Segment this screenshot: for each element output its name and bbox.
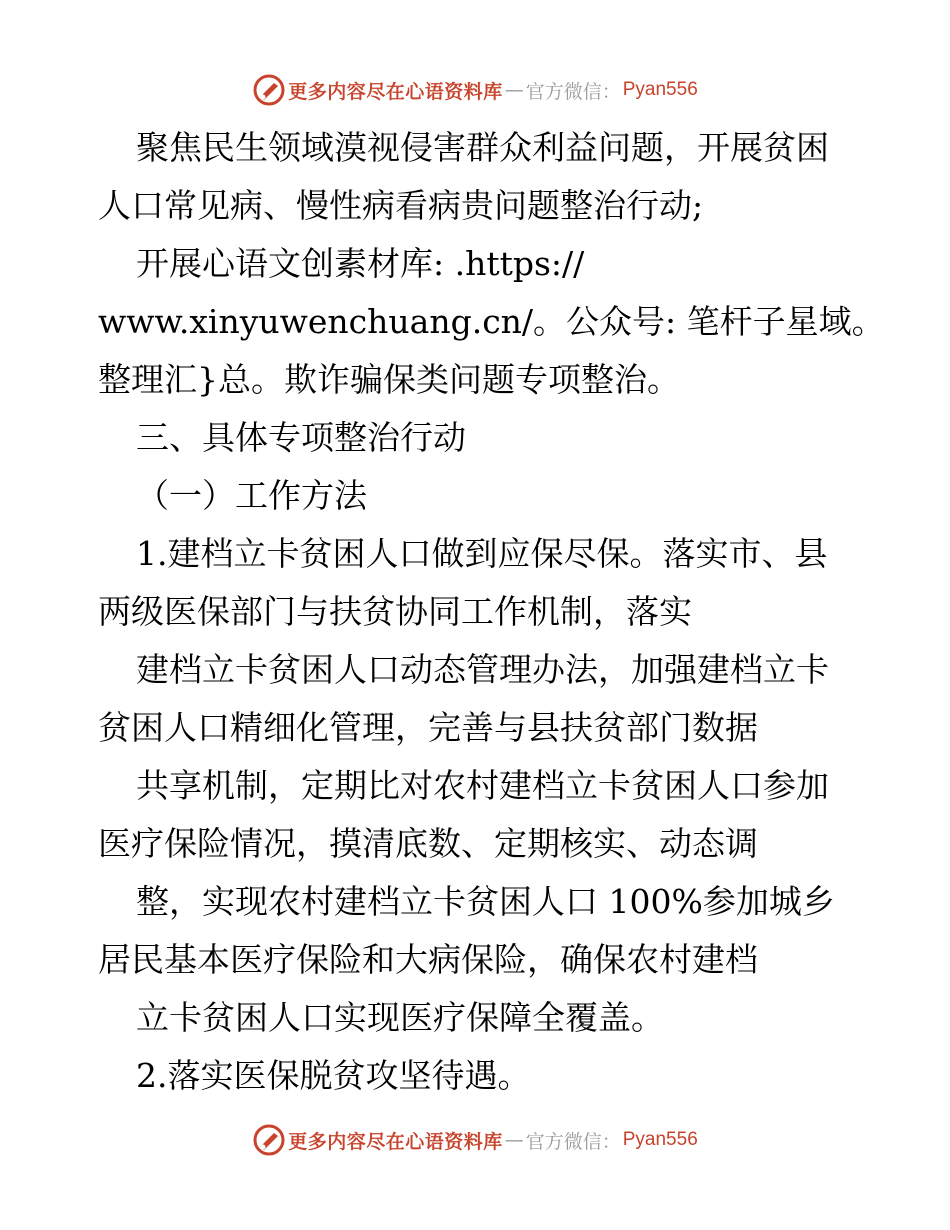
paragraph-line: 医疗保险情况，摸清底数、定期核实、动态调	[98, 824, 758, 863]
paragraph-line: 建档立卡贫困人口动态管理办法，加强建档立卡	[136, 650, 829, 689]
section-heading: 三、具体专项整治行动	[136, 418, 466, 457]
banner-wechat-id: Pyan556	[622, 1129, 698, 1150]
footer-banner	[0, 1123, 950, 1157]
paragraph-line: 立卡贫困人口实现医疗保障全覆盖。	[136, 998, 664, 1037]
paragraph-line: 聚焦民生领域漠视侵害群众利益问题，开展贫困	[136, 128, 829, 167]
banner-wechat-id: Pyan556	[622, 79, 698, 100]
paragraph-line: 人口常见病、慢性病看病贵问题整治行动;	[98, 186, 704, 225]
paragraph-line: 贫困人口精细化管理，完善与县扶贫部门数据	[98, 708, 758, 747]
banner-wechat-label: 官方微信：	[525, 80, 621, 103]
paragraph-line: 整理汇}总。欺诈骗保类问题专项整治。	[98, 360, 680, 399]
paragraph-line: 1.建档立卡贫困人口做到应保尽保。落实市、县	[136, 534, 828, 573]
banner-slogan: 更多内容尽在心语资料库	[288, 1130, 503, 1153]
brush-circle-logo-icon	[252, 1123, 286, 1157]
paragraph-line: 居民基本医疗保险和大病保险，确保农村建档	[98, 940, 758, 979]
document-body	[98, 119, 885, 1105]
banner-slogan: 更多内容尽在心语资料库	[288, 80, 503, 103]
header-banner	[0, 73, 950, 107]
brush-circle-logo-icon	[252, 73, 286, 107]
paragraph-line: www.xinyuwenchuang.cn/。公众号: 笔杆子星域。	[98, 302, 885, 341]
paragraph-line: 整，实现农村建档立卡贫困人口 100%参加城乡	[136, 882, 835, 921]
paragraph-line: 共享机制，定期比对农村建档立卡贫困人口参加	[136, 766, 829, 805]
banner-separator: —	[504, 1129, 524, 1151]
paragraph-line: 两级医保部门与扶贫协同工作机制，落实	[98, 592, 692, 631]
paragraph-line: 2.落实医保脱贫攻坚待遇。	[136, 1056, 531, 1095]
banner-separator: —	[504, 79, 524, 101]
subsection-heading: （一）工作方法	[136, 476, 367, 515]
paragraph-line: 开展心语文创素材库: .https://	[136, 244, 585, 283]
banner-wechat-label: 官方微信：	[525, 1130, 621, 1153]
